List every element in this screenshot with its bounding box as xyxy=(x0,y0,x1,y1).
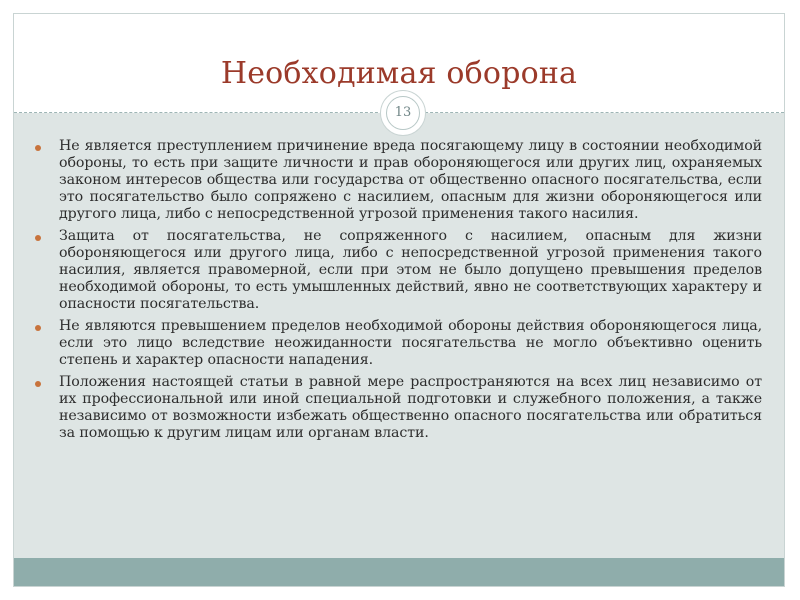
slide-frame xyxy=(13,13,785,587)
slide-number-badge xyxy=(381,91,425,135)
bullet-text: Положения настоящей статьи в равной мере распространяются на всех лиц независимо от их профессиональной или иной специальной подготовки и служебного положения, а также независимо от возможности избежать общественно опасного посягательства или обратиться за помощью к другим лицам или органам власти. xyxy=(59,374,762,441)
bullet-marker-icon xyxy=(35,235,41,241)
slide-number: 13 xyxy=(386,96,420,130)
bullet-item xyxy=(30,318,762,369)
footer-band xyxy=(14,558,784,587)
bullet-marker-icon xyxy=(35,145,41,151)
bullet-text: Не являются превышением пределов необходимой обороны действия обороняющегося лица, если это лицо вследствие неожиданности посягательства не могло объективно оценить степень и характер опасности нападения. xyxy=(59,318,762,368)
bullet-item xyxy=(30,374,762,442)
bullet-marker-icon xyxy=(35,325,41,331)
bullet-text: Защита от посягательства, не сопряженного с насилием, опасным для жизни обороняющегося или другого лица, либо с непосредственной угрозой применения такого насилия, является правомерной, если при этом не было допущено превышения пределов необходимой обороны, то есть умышленных действий, явно не соответствующих характеру и опасности посягательства. xyxy=(59,228,762,312)
bullet-item xyxy=(30,228,762,313)
bullet-item xyxy=(30,138,762,223)
bullet-text: Не является преступлением причинение вреда посягающему лицу в состоянии необходимой обороны, то есть при защите личности и прав обороняющегося или других лиц, охраняемых законом интересов общества или государства от общественно опасного посягательства, если это посягательство было сопряжено с насилием, опасным для жизни обороняющегося или другого лица, либо с непосредственной угрозой применения такого насилия. xyxy=(59,138,762,222)
bullet-marker-icon xyxy=(35,381,41,387)
slide-content xyxy=(14,113,784,558)
slide-title: Необходимая оборона xyxy=(220,56,578,91)
bullet-list xyxy=(30,138,762,447)
